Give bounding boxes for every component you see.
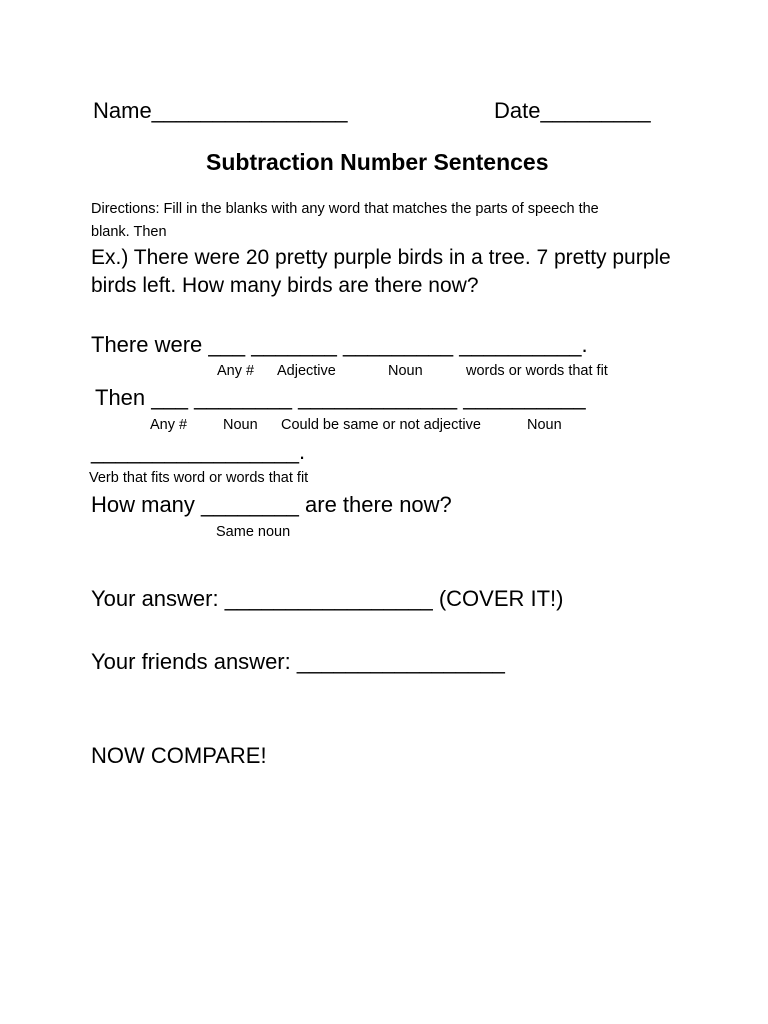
sentence-2-label-adjective: Could be same or not adjective <box>281 417 481 433</box>
example-line-1: Ex.) There were 20 pretty purple birds in a tree. 7 pretty purple <box>91 246 671 269</box>
sentence-3-label: Same noun <box>216 524 291 540</box>
footer-now-compare: NOW COMPARE! <box>91 743 267 768</box>
sentence-1: There were ___ _______ _________ __________. <box>91 332 588 357</box>
page-title: Subtraction Number Sentences <box>206 149 549 175</box>
sentence-2: Then ___ ________ _____________ __________ <box>95 385 586 410</box>
sentence-1-label-adjective: Adjective <box>277 363 336 379</box>
sentence-2-label-noun: Noun <box>223 417 258 433</box>
example-line-2: birds left. How many birds are there now? <box>91 274 479 297</box>
directions-line-1: Directions: Fill in the blanks with any word that matches the parts of speech the <box>91 201 599 217</box>
directions-line-2: blank. Then <box>91 224 167 240</box>
sentence-2-continuation: _________________. <box>91 439 306 464</box>
friends-answer-line: Your friends answer: _________________ <box>91 649 505 674</box>
sentence-1-label-words: words or words that fit <box>466 363 608 379</box>
sentence-2-label-noun-2: Noun <box>527 417 562 433</box>
sentence-1-label-noun: Noun <box>388 363 423 379</box>
sentence-1-label-any-number: Any # <box>217 363 255 379</box>
sentence-2-verb-label: Verb that fits word or words that fit <box>89 470 309 486</box>
sentence-3: How many ________ are there now? <box>91 492 452 517</box>
name-field: Name________________ <box>93 98 348 123</box>
your-answer-line: Your answer: _________________ (COVER IT!) <box>91 586 564 611</box>
sentence-2-label-any-number: Any # <box>150 417 188 433</box>
date-field: Date_________ <box>494 98 651 123</box>
